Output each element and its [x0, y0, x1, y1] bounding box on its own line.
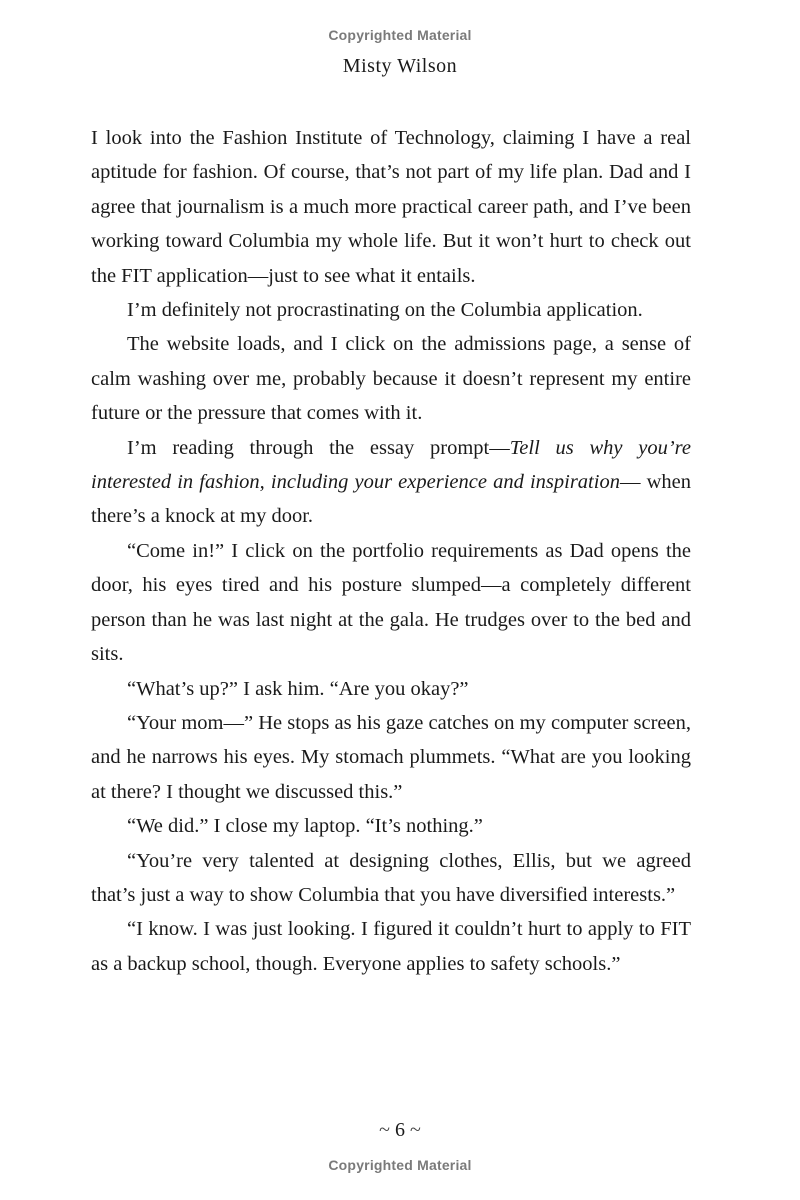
italic-text: Tell us why you’re interested in fashion, including your experience and inspiration [91, 436, 691, 494]
folio-ornament-right: ~ [410, 1119, 421, 1141]
running-head-author: Misty Wilson [342, 55, 458, 77]
folio-ornament-left: ~ [379, 1119, 390, 1141]
text-segment: “You’re very talented at designing clothes, Ellis, but we agreed that’s just a way to show Columbia that you have diversified interests.” [91, 849, 691, 906]
text-segment: I’m definitely not procrastinating on the Columbia application. [127, 299, 643, 322]
paragraph [91, 672, 691, 706]
text-segment: “We did.” I close my laptop. “It’s nothing.” [127, 815, 483, 838]
paragraph [91, 534, 691, 672]
paragraph [91, 809, 691, 843]
paragraph [91, 327, 691, 430]
text-segment: I look into the Fashion Institute of Technology, claiming I have a real aptitude for fashion. Of course, that’s not part of my life plan. Dad and I agree that journalism is a much more practical career path, and I’ve been working toward Columbia my whole life. But it won’t hurt to check out the FIT application—just to see what it entails. [91, 127, 691, 287]
text-segment: “I know. I was just looking. I figured it couldn’t hurt to apply to FIT as a backup school, though. Everyone applies to safety schools.” [91, 918, 691, 975]
paragraph [91, 431, 691, 534]
page-number-value: 6 [395, 1119, 405, 1141]
paragraph [91, 912, 691, 981]
text-segment: “Your mom—” He stops as his gaze catches on my computer screen, and he narrows his eyes. My stomach plummets. “What are you looking at there? I thought we discussed this.” [91, 711, 691, 803]
text-segment: “What’s up?” I ask him. “Are you okay?” [127, 677, 469, 700]
body-text [91, 121, 691, 981]
paragraph [91, 121, 691, 293]
page-number [0, 1119, 800, 1142]
text-segment: — when there’s a knock at my door. [91, 471, 691, 528]
text-segment: “Come in!” I click on the portfolio requirements as Dad opens the door, his eyes tired and his posture slumped—a completely different person than he was last night at the gala. He trudges over to the bed and sits. [91, 539, 691, 666]
copyright-watermark-top: Copyrighted Material [328, 27, 472, 43]
paragraph [91, 844, 691, 913]
copyright-watermark-bottom: Copyrighted Material [328, 1157, 472, 1173]
text-segment: The website loads, and I click on the admissions page, a sense of calm washing over me, probably because it doesn’t represent my entire future or the pressure that comes with it. [91, 333, 691, 425]
text-segment: I’m reading through the essay prompt— [127, 436, 510, 459]
paragraph [91, 706, 691, 809]
paragraph [91, 293, 691, 327]
